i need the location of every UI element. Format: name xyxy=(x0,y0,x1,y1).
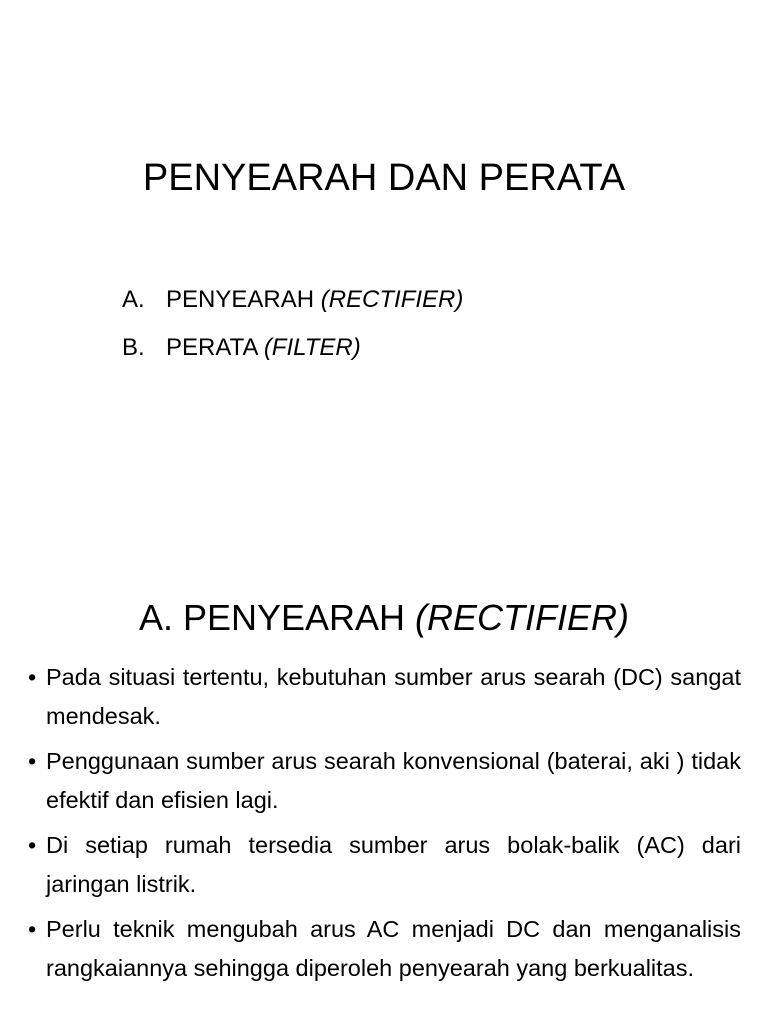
bullet-item xyxy=(28,910,741,988)
slide-1-title: PENYEARAH DAN PERATA xyxy=(142,157,626,199)
slide-2 xyxy=(0,540,768,1024)
bullet-item xyxy=(28,742,741,820)
slide-2-title: A. PENYEARAH (RECTIFIER) xyxy=(138,597,630,638)
toc-item-letter: B. xyxy=(122,334,145,361)
bullet-dot: • xyxy=(28,748,37,774)
bullet-list xyxy=(28,658,741,994)
bullet-text: Pada situasi tertentu, kebutuhan sumber arus searah (DC) sangat mendesak. xyxy=(46,664,741,729)
toc-list xyxy=(122,276,463,372)
bullet-text: Di setiap rumah tersedia sumber arus bolak-balik (AC) dari jaringan listrik. xyxy=(46,832,741,897)
toc-item-italic: (FILTER) xyxy=(263,334,361,361)
slide-2-title-italic: (RECTIFIER) xyxy=(415,597,630,638)
toc-item-text: PERATA (FILTER) xyxy=(166,334,361,361)
bullet-item xyxy=(28,658,741,736)
toc-item-text: PENYEARAH (RECTIFIER) xyxy=(166,286,464,313)
bullet-dot: • xyxy=(28,832,37,858)
bullet-text: Penggunaan sumber arus searah konvensional (baterai, aki ) tidak efektif dan efisien lagi. xyxy=(46,748,741,813)
toc-item-b xyxy=(122,324,463,372)
toc-item-italic: (RECTIFIER) xyxy=(320,286,464,313)
toc-item-letter: A. xyxy=(122,286,145,313)
bullet-text: Perlu teknik mengubah arus AC menjadi DC dan menganalisis rangkaiannya sehingga diperoleh penyearah yang berkualitas. xyxy=(46,916,741,981)
bullet-dot: • xyxy=(28,664,37,690)
bullet-dot: • xyxy=(28,916,37,942)
bullet-item xyxy=(28,826,741,904)
toc-item-a xyxy=(122,276,463,324)
